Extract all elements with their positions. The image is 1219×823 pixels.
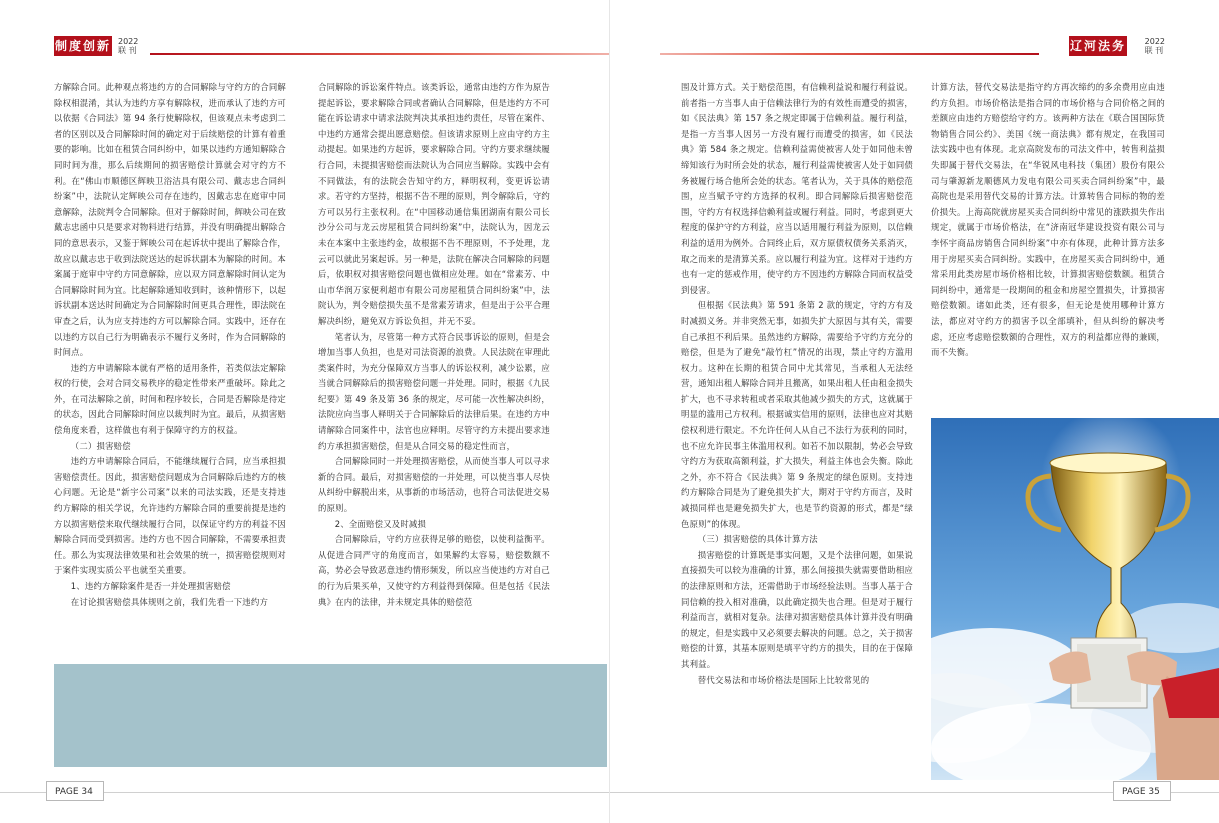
page-spine <box>609 0 610 823</box>
paragraph: 违约方申请解除合同后，不能继续履行合同，应当承担损害赔偿责任。因此，损害赔偿问题成为合同解除后违约方的核心问题。无论是“新宇公司案”以来的司法实践，还是支持违约方解除的相关学说，允许违约方解除合同的重要前提是违约方以损害赔偿来取代继续履行合同，以保证守约方的利益不因解除合同而受到损害。违约方也不因合同解除，不需要承担责任。那么为实现法律效果和社会效果的统一，损害赔偿规则对于案件实现实质公平也就至关重要。 <box>54 456 286 576</box>
page-number-left: PAGE 34 <box>46 781 104 801</box>
issue-info <box>1145 37 1165 55</box>
text-column-1 <box>54 80 286 610</box>
paragraph: 在讨论损害赔偿具体规则之前，我们先看一下违约方 <box>70 596 269 607</box>
issue-label: 联 刊 <box>118 46 137 55</box>
paragraph: 替代交易法和市场价格法是国际上比较常见的 <box>697 674 870 685</box>
issue-year: 2022 <box>118 37 139 46</box>
color-block <box>54 664 607 767</box>
header-rule <box>660 53 1039 55</box>
footer-rule <box>1171 792 1219 793</box>
text-column-4 <box>931 80 1165 361</box>
trophy-photo <box>931 418 1219 780</box>
section-heading: （三）损害赔偿的具体计算方法 <box>697 534 818 545</box>
paragraph: 损害赔偿的计算既是事实问题，又是个法律问题，如果说直接损失可以较为准确的计算，那么间接损失就需要借助相应的法律原则和方法，还需借助于市场经验法则。当事人基于合同信赖的投入相对准确，以此确定损失也合理。但是对于履行利益而言，就相对复杂。法律对损害赔偿具体计算并没有明确的规定，但是实践中又必须要去解决的问题。总之，关于损害赔偿的计算，其基本原则是填平守约方的损失，目的在于保障其利益。 <box>681 549 913 669</box>
trophy-illustration <box>931 418 1219 780</box>
subsection-heading: 1、违约方解除案件是否一并处理损害赔偿 <box>70 581 231 591</box>
column-badge: 制度创新 <box>54 36 112 56</box>
section-heading: （二）损害赔偿 <box>70 440 131 451</box>
header-rule <box>150 53 609 55</box>
text-column-2 <box>318 80 550 610</box>
paragraph: 方解除合同。此种观点将违约方的合同解除与守约方的合同解除权相混淆，其认为违约方享有解除权，进而承认了违约方可以依据《合同法》第 94 条行使解除权，但该观点未考虑到二者的区别以及合同解除时间的确定对于后续赔偿的计算有着重要的影响。比如在租赁合同纠纷中，如果以违约方通知解除合同时间为准，那么后续期间的损害赔偿计算就会对守约方不利。在“佛山市顺德区辉映卫浴洁具有限公司、戴志忠合同纠纷案”中，法院认定辉映公司存在违约，因戴志忠在庭审中同意解除，法院判令合同解除。但对于解除时间，辉映公司在致戴志忠函中只是要求对物料进行结算，并没有明确提出解除合同的意思表示，又鉴于辉映公司在起诉状中提出了解除合作，故应以戴志忠于收到法院送达的起诉状副本为解除的时间。本案属于庭审中守约方同意解除，应以双方同意解除时间认定为合同解除时间为宜。比起解除通知收到时，该种情形下，以起诉状副本送达时间确定为合同解除时间更具合理性，即法院在审查之后，认为应支持违约方可以解除合同。实践中，还存在以违约方以自己行为明确表示不履行义务时，作为合同解除的时间点。 <box>54 82 286 358</box>
paragraph: 合同解除的诉讼案件特点。该类诉讼，通常由违约方作为原告提起诉讼，要求解除合同或者确认合同解除，但是违约方不可能在诉讼请求中请求法院判决其承担违约责任，尽管在案件、中违约方通常会提出愿意赔偿。但该请求原则上应由守约方主动提起。如果违约方起诉，要求解除合同。守约方要求继续履行合同，未提损害赔偿而法院认为合同应当解除。实践中会有不同做法，有的法院会告知守约方，释明权利，变更诉讼请求。若守约方坚持，根据不告不理的原则，判令解除后，守约方可以另行主张权利。在“中国移动通信集团湖南有限公司长沙分公司与龙云房屋租赁合同纠纷案”中，法院认为，因龙云未在本案中主张违约金，故根据不告不理原则，不予处理，龙云可以就此另案起诉。另一种是，法院在解决合同解除的问题后，依职权对损害赔偿问题也做相应处理。如在“常素芳、中山市华润万家便利超市有限公司房屋租赁合同纠纷案”中，法院认为，判令赔偿损失虽不是常素芳请求，但是出于公平合理解决纠纷，避免双方诉讼负担，并无不妥。 <box>318 82 550 326</box>
left-page-header <box>54 36 609 58</box>
paragraph: 但根据《民法典》第 591 条第 2 款的规定，守约方有及时减损义务。并非突然无事，如损失扩大原因与其有关，需要自己承担不利后果。虽然违约方解除，需要给予守约方充分的赔偿，但是为了避免“敲竹杠”情况的出现，禁止守约方滥用权力。这种在长期的租赁合同中尤其常见，当承租人无法经营，通知出租人解除合同并且搬离，如果出租人任由租金损失扩大，也不寻求转租或者采取其他减少损失的方式，这就属于明显的滥用己方权利。根据诚实信用的原则，法律也应对其赔偿权利进行限定。不允许任何人从自己不法行为获利的同时，也不应允许民事主体滥用权利。如若不加以限制，势必会导致守约方为获取高额利益，扩大损失，利益主体也会失衡。除此之外，亦不符合《民法典》第 9 条规定的绿色原则。支持违约方解除合同是为了避免损失扩大，期对于守约方而言，及时减损同样也是避免损失扩大，也是节约资源的形式，都是“绿色原则”的体现。 <box>681 300 913 529</box>
right-page-header <box>660 36 1165 58</box>
page-number-right: PAGE 35 <box>1113 781 1171 801</box>
paragraph: 笔者认为，尽管第一种方式符合民事诉讼的原则，但是会增加当事人负担，也是对司法资源的浪费。人民法院在审理此类案件时，为充分保障双方当事人的诉讼权利，减少讼累，应当就合同解除后的损害赔偿问题一并处理。同时，根据《九民纪要》第 49 条及第 36 条的规定，尽可能一次性解决纠纷，法院应向当事人释明关于合同解除后的法律后果。在违约方申请解除合同案件中，法官也应释明。尽管守约方未提出要求违约方承担损害赔偿，但是从合同交易的稳定性而言， <box>318 331 550 451</box>
subsection-heading: 2、全面赔偿又及时减损 <box>334 518 427 529</box>
paragraph: 合同解除后，守约方应获得足够的赔偿，以使利益衡平。从促进合同严守的角度而言，如果解约太容易，赔偿数额不高，势必会导致恶意违约情形频发，所以应当使违约方对自己的行为后果买单，又使守约方利益得到保障。但是包括《民法典》在内的法律，并未规定具体的赔偿范 <box>318 534 550 607</box>
column-badge: 辽河法务 <box>1069 36 1127 56</box>
footer-rule <box>104 792 609 793</box>
issue-info <box>118 37 138 55</box>
footer-rule <box>610 792 1113 793</box>
issue-label: 联 刊 <box>1144 46 1164 55</box>
issue-year: 2022 <box>1144 37 1165 46</box>
paragraph: 围及计算方式。关于赔偿范围，有信赖利益说和履行利益说。前者指一方当事人由于信赖法律行为的有效性而遭受的损害，如《民法典》第 157 条之规定即属于信赖利益。履行利益，是指一方当事人因另一方没有履行而遭受的损害，如《民法典》第 584 条之规定。信赖利益需使被害人处于如同他未曾缔知该行为时所会处的状态，履行利益需使被害人处于如同债务被履行场合他所会处的状态。笔者认为，关于具体的赔偿范围，应当赋予守约方选择的权利。即合同解除后损害赔偿范围，守约方有权选择信赖利益或履行利益。同时，考虑到更大程度的保护守约方利益，应当以适用履行利益为原则，以信赖利益的适用为例外。合同终止后，双方原债权债务关系消灭，取之而来的是清算关系。应以履行利益为宜。这样对于违约方也有一定的惩戒作用，使守约方不因违约方解除合同而权益受到侵害。 <box>681 82 913 295</box>
paragraph: 计算方法，替代交易法是指守约方再次缔约的多余费用应由违约方负担。市场价格法是指合同的市场价格与合同价格之间的差额应由违约方赔偿给守约方。该两种方法在《联合国国际货物销售合同公约》、美国《统一商法典》都有规定，在我国司法实践中也有体现。北京高院发布的司法文件中，转售利益损失即属于替代交易法，在“华锐风电科技（集团）股份有限公司与肇源新龙顺德风力发电有限公司买卖合同纠纷案”中，最高院也是采用替代交易的计算方法。计算转售合同标的物的差价损失。上海高院就房屋买卖合同纠纷中常见的涨跌损失作出规定，就属于市场价格法，在“济南冠华建设投资有限公司与李怀宇商品房销售合同纠纷案”中亦有体现，此种计算方法多用于房屋买卖合同纠纷。实践中，在房屋买卖合同纠纷中，通常采用此类房屋市场价格相比较，计算损害赔偿数额。租赁合同纠纷中，通常是一段期间的租金和房屋空置损失，计算损害赔偿数额。诸如此类，还有很多，但无论是使用哪种计算方法，都应对守约方的损害予以全部填补，但从纠纷的解决考虑，还应考虑赔偿数额的合理性，双方的利益都应得的兼顾，而不失衡。 <box>931 82 1165 358</box>
footer-rule <box>0 792 46 793</box>
paragraph: 违约方申请解除本就有严格的适用条件，若类似法定解除权的行使，会对合同交易秩序的稳定性带来严重破坏。除此之外，在司法解除之前，时间和程序较长，合同是否解除是待定的状态，因此合同解除时间应以裁判时为宜。最后，从损害赔偿角度来看，这样做也有利于保障守约方的权益。 <box>54 362 286 436</box>
text-column-3 <box>681 80 913 688</box>
paragraph: 合同解除同时一并处理损害赔偿，从而使当事人可以寻求新的合同。最后，对损害赔偿的一并处理，可以使当事人尽快从纠纷中解脱出来，从事新的市场活动，也符合司法促进交易的原则。 <box>318 456 550 514</box>
